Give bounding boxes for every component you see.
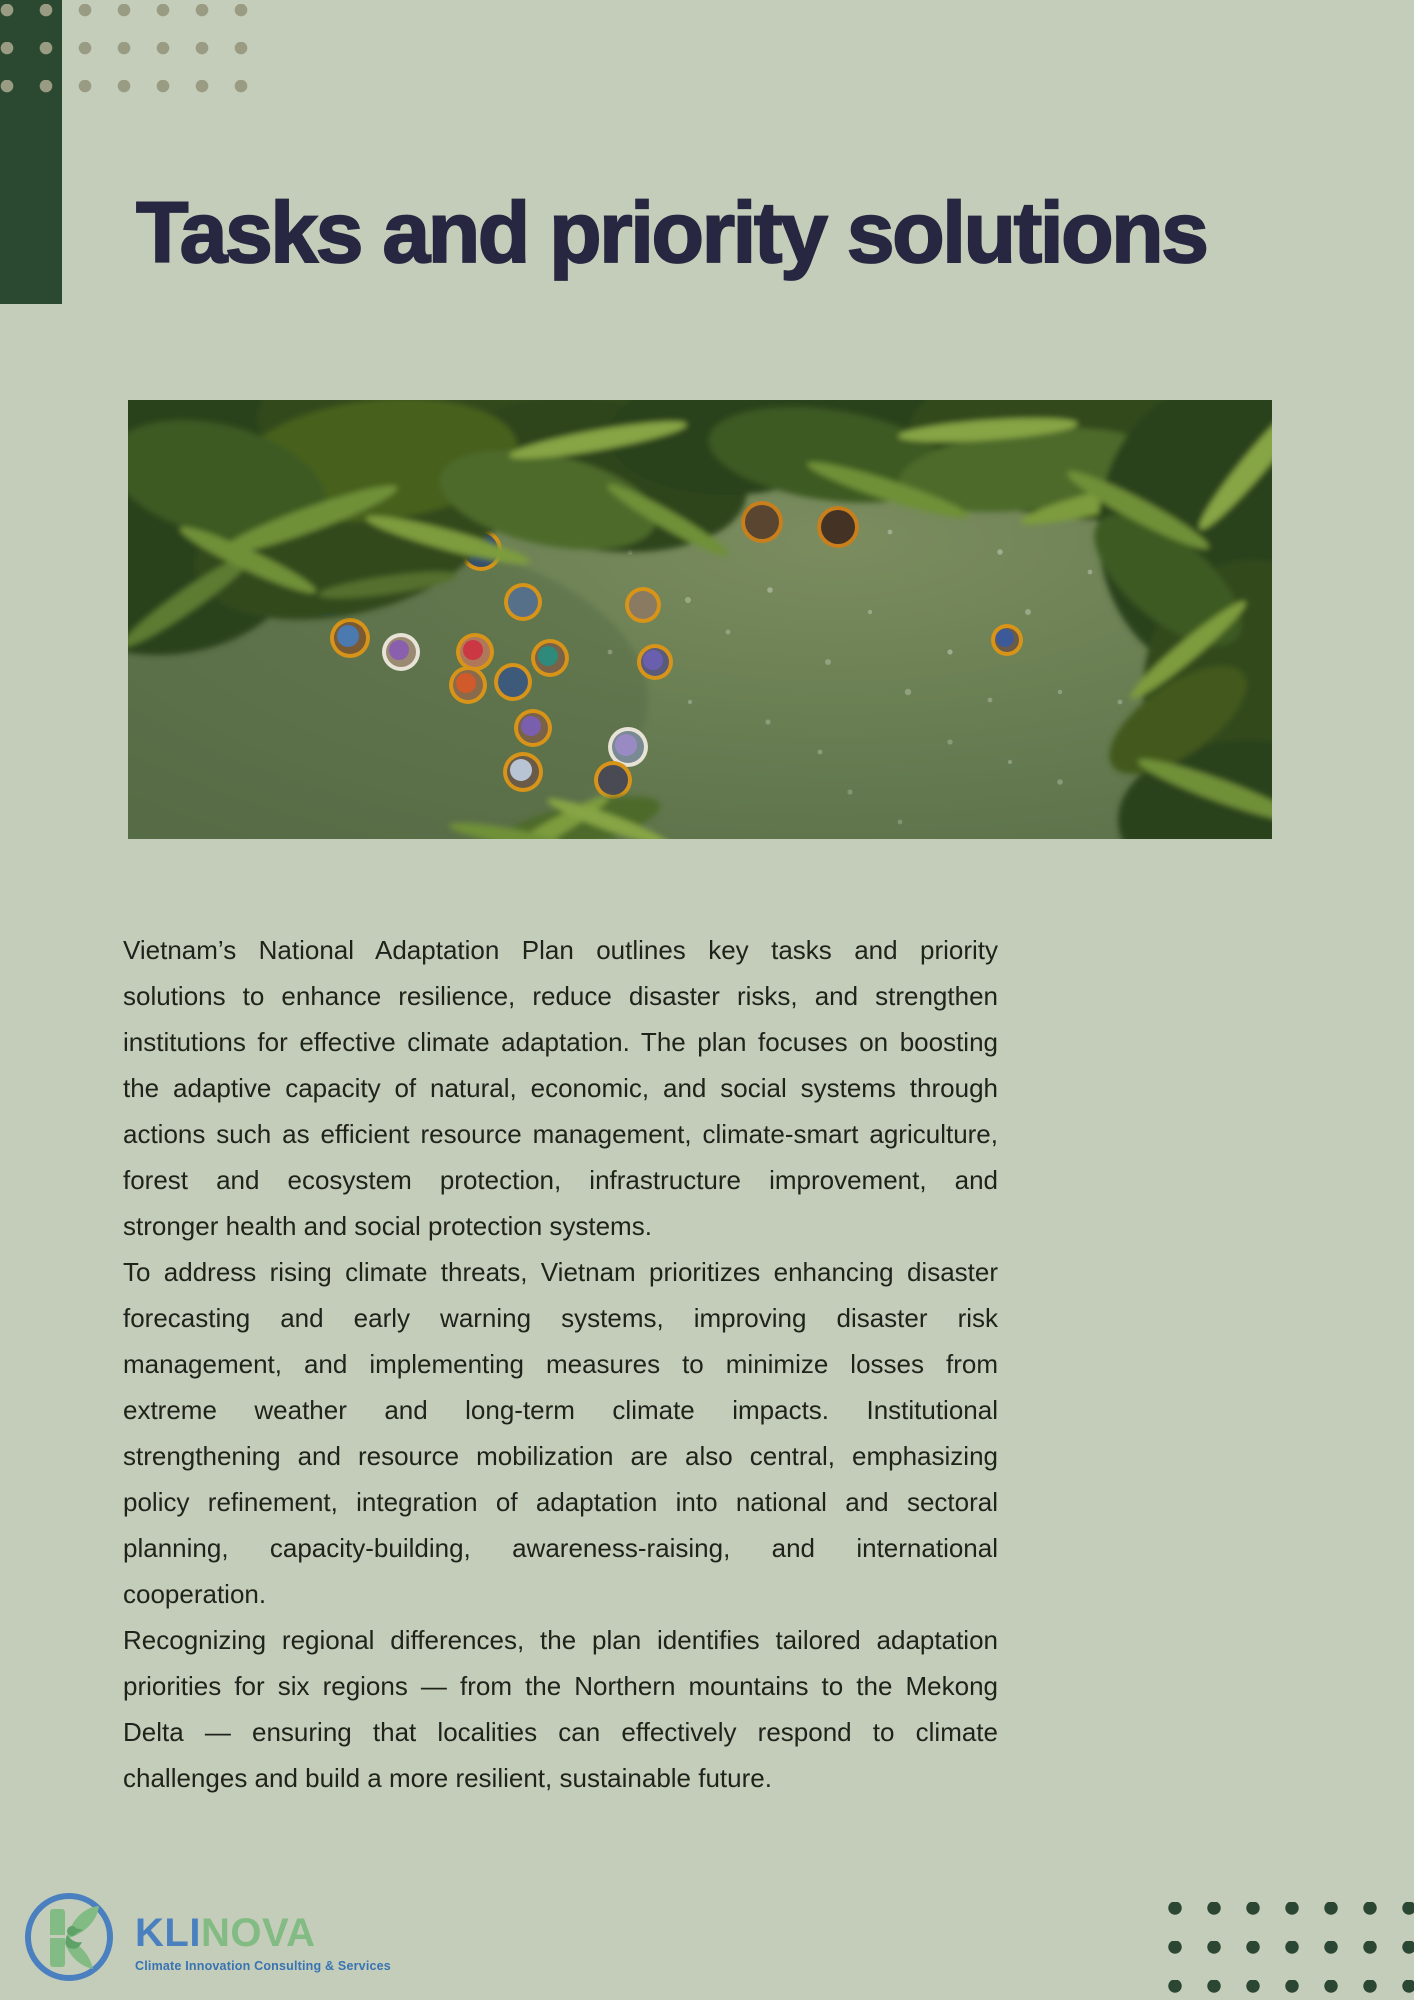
basket-boat: [514, 709, 552, 747]
body-line: forecasting and early warning systems, improving disaster risk: [123, 1303, 998, 1333]
body-line: planning, capacity-building, awareness-raising, and international: [123, 1533, 998, 1563]
brand-kli: KLI: [135, 1911, 201, 1955]
basket-boat: [456, 633, 494, 671]
basket-boat: [504, 583, 542, 621]
brand-nova: NOVA: [200, 1911, 316, 1955]
river-scene-illustration: [128, 400, 1272, 839]
basket-boat: [503, 752, 543, 792]
klinova-logo-icon: [23, 1891, 115, 1983]
body-line: solutions to enhance resilience, reduce disaster risks, and strengthen: [123, 981, 998, 1011]
body-line: stronger health and social protection systems.: [123, 1211, 652, 1241]
body-line: Delta — ensuring that localities can effectively respond to climate: [123, 1717, 998, 1747]
body-line: extreme weather and long-term climate impacts. Institutional: [123, 1395, 998, 1425]
basket-boat: [817, 506, 859, 548]
body-line: actions such as efficient resource management, climate-smart agriculture,: [123, 1119, 998, 1149]
body-text: [123, 927, 998, 1801]
paragraph: [123, 1249, 998, 1617]
brand-name: [135, 1913, 391, 1953]
body-line: management, and implementing measures to minimize losses from: [123, 1349, 998, 1379]
body-line: cooperation.: [123, 1579, 267, 1609]
basket-boat: [608, 727, 648, 767]
basket-boat: [991, 624, 1023, 656]
top-left-dots-decoration: [0, 4, 252, 99]
basket-boat: [741, 501, 783, 543]
body-line: Vietnam’s National Adaptation Plan outlines key tasks and priority: [123, 935, 998, 965]
body-line: priorities for six regions — from the Northern mountains to the Mekong: [123, 1671, 998, 1701]
basket-boat: [494, 663, 532, 701]
body-line: To address rising climate threats, Vietnam prioritizes enhancing disaster: [123, 1257, 998, 1287]
body-line: forest and ecosystem protection, infrastructure improvement, and: [123, 1165, 998, 1195]
page-title: Tasks and priority solutions: [136, 185, 1207, 281]
brand-tagline: Climate Innovation Consulting & Services: [135, 1959, 391, 1973]
bottom-right-dots-decoration: [1168, 1902, 1414, 2000]
paragraph: [123, 1617, 998, 1801]
basket-boat: [531, 639, 569, 677]
basket-boat: [625, 587, 661, 623]
body-line: the adaptive capacity of natural, economic, and social systems through: [123, 1073, 998, 1103]
body-line: strengthening and resource mobilization are also central, emphasizing: [123, 1441, 998, 1471]
basket-boat: [449, 666, 487, 704]
body-line: policy refinement, integration of adaptation into national and sectoral: [123, 1487, 998, 1517]
basket-boat: [330, 618, 370, 658]
basket-boat: [382, 633, 420, 671]
paragraph: [123, 927, 998, 1249]
body-line: challenges and build a more resilient, sustainable future.: [123, 1763, 772, 1793]
body-line: Recognizing regional differences, the plan identifies tailored adaptation: [123, 1625, 998, 1655]
body-line: institutions for effective climate adaptation. The plan focuses on boosting: [123, 1027, 998, 1057]
basket-boat: [637, 644, 673, 680]
basket-boat: [594, 761, 632, 799]
basket-boats-photo: [128, 400, 1272, 839]
klinova-logo: [23, 1891, 391, 1983]
